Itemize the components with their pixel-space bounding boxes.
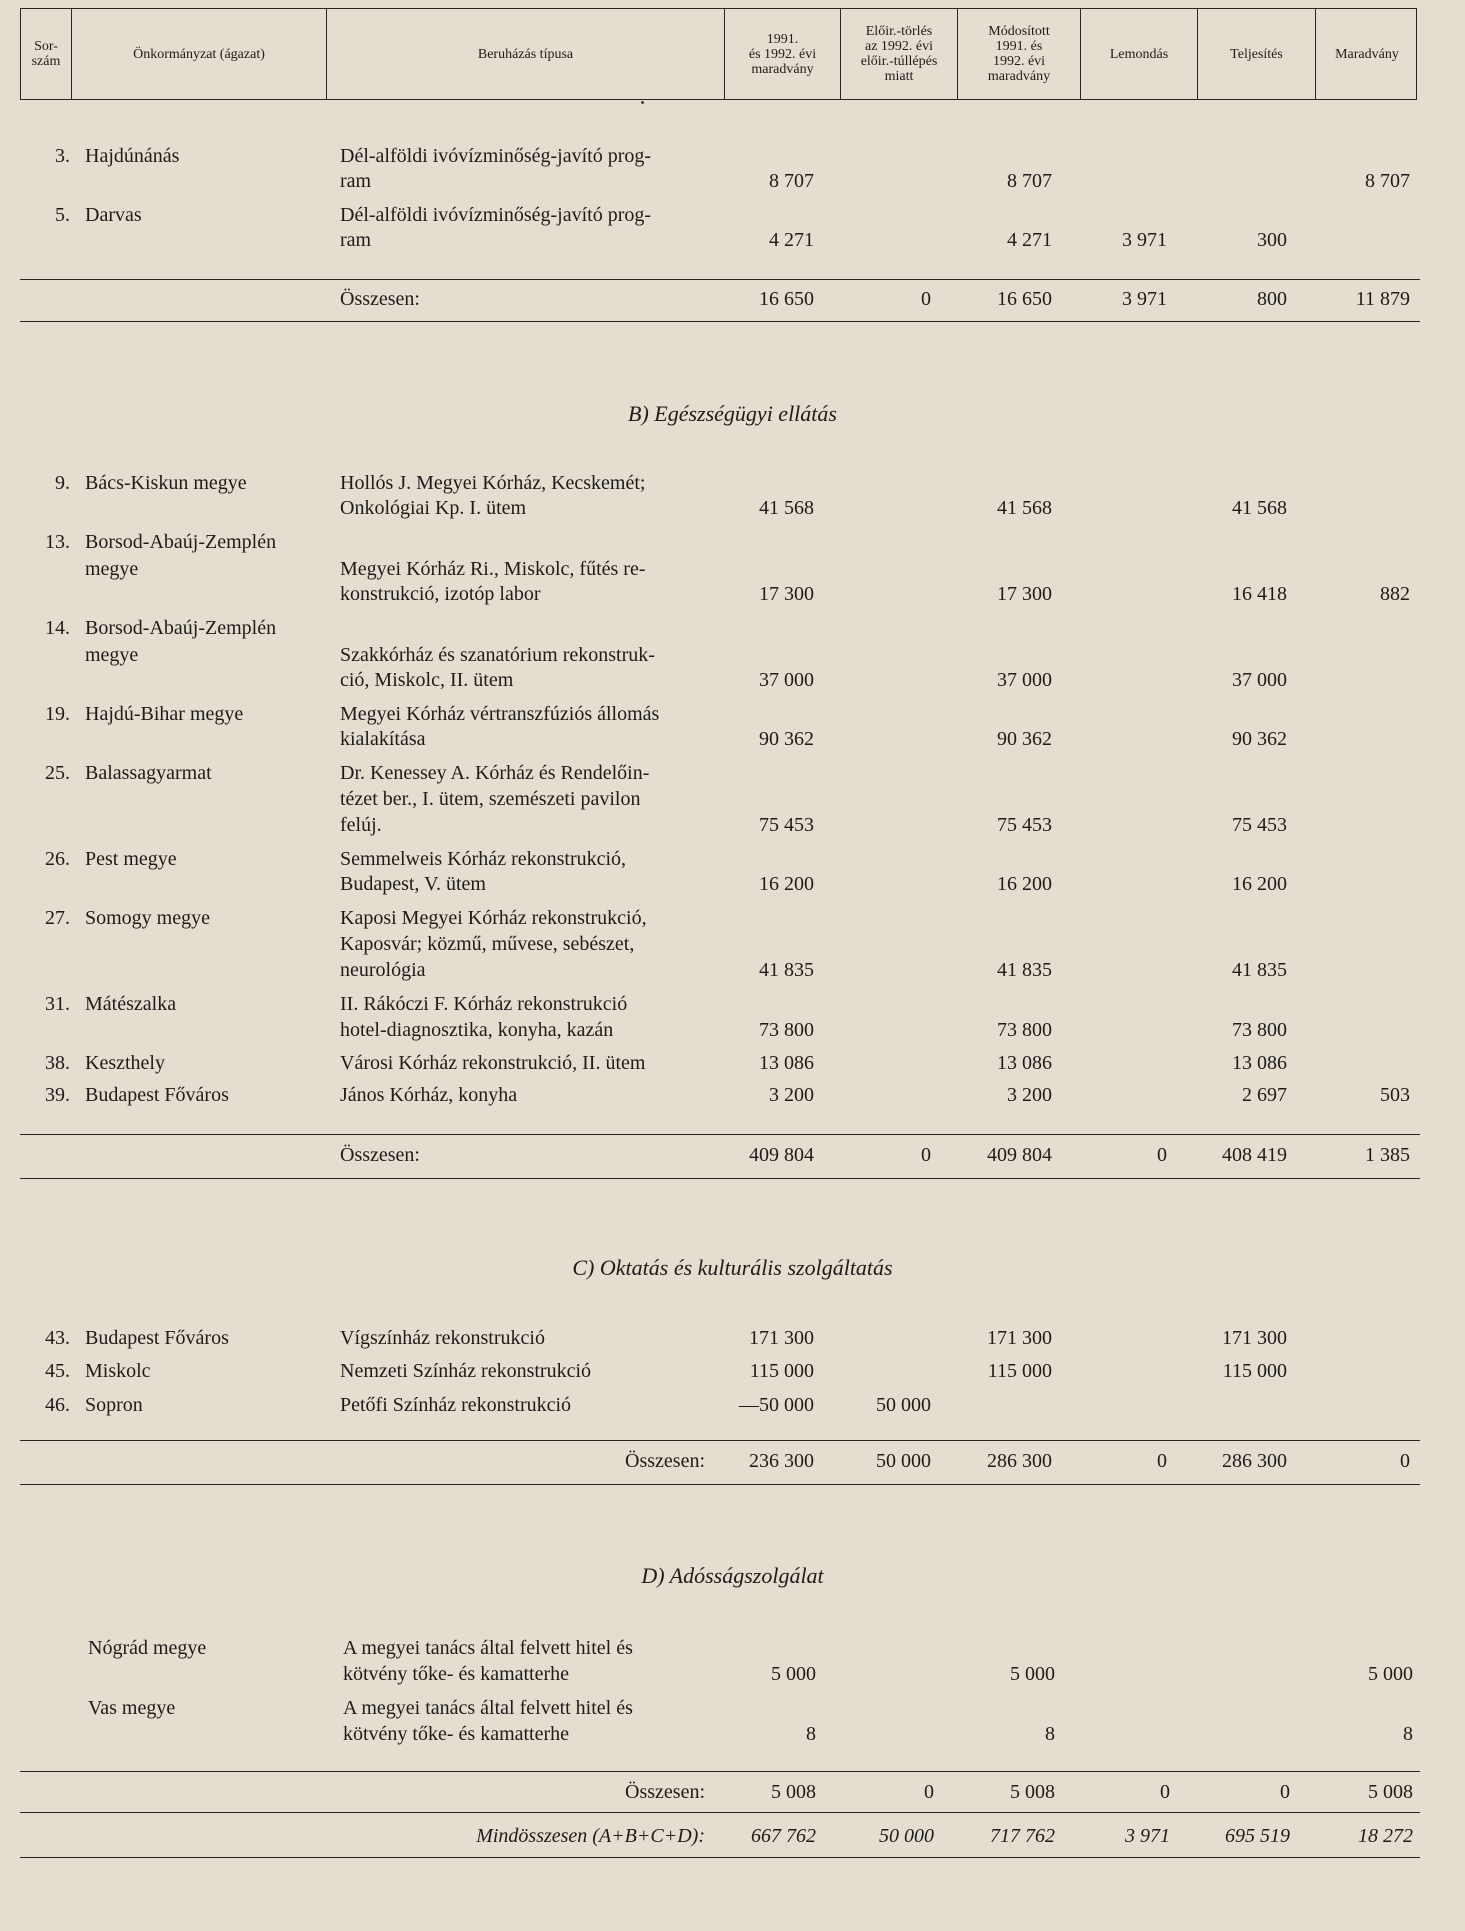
- cell-teljesites: 41 568: [1232, 497, 1287, 519]
- print-speck: [641, 101, 644, 104]
- total-maradvany: 1 385: [1365, 1144, 1410, 1166]
- total-maradvany-1991: 16 650: [759, 288, 814, 310]
- cell-maradvany-1991: 75 453: [759, 814, 814, 836]
- total-maradvany: 5 008: [1368, 1781, 1413, 1803]
- total-teljesites: 286 300: [1222, 1450, 1287, 1472]
- divider: [20, 1484, 1420, 1485]
- row-desc-line: Szakkórház és szanatórium rekonstruk-: [340, 644, 655, 666]
- cell-modositott: 90 362: [997, 728, 1052, 750]
- cell-teljesites: 13 086: [1232, 1052, 1287, 1074]
- row-municipality: Somogy megye: [85, 907, 210, 929]
- row-desc-line: Onkológiai Kp. I. ütem: [340, 497, 527, 519]
- total-maradvany: 11 879: [1355, 288, 1410, 310]
- row-desc-line: tézet ber., I. ütem, szemészeti pavilon: [340, 788, 641, 810]
- cell-modositott: 41 568: [997, 497, 1052, 519]
- cell-maradvany-1991: 17 300: [759, 583, 814, 605]
- cell-teljesites: 73 800: [1232, 1019, 1287, 1041]
- row-desc-line: ció, Miskolc, II. ütem: [340, 669, 514, 691]
- cell-maradvany-1991: 37 000: [759, 669, 814, 691]
- grand-modositott: 717 762: [990, 1825, 1055, 1847]
- cell-eloir-torles: 50 000: [876, 1394, 931, 1416]
- total-maradvany-1991: 5 008: [771, 1781, 816, 1803]
- total-teljesites: 0: [1280, 1781, 1290, 1803]
- cell-modositott: 171 300: [987, 1327, 1052, 1349]
- divider: [20, 1771, 1420, 1772]
- grand-eloir-torles: 50 000: [879, 1825, 934, 1847]
- cell-teljesites: 2 697: [1242, 1084, 1287, 1106]
- section-title-d: D) Adósságszolgálat: [641, 1563, 824, 1588]
- row-number: 13.: [45, 531, 70, 553]
- header-eloir-torles: Előir.-törlés az 1992. évi előir.-túllépés miatt: [841, 9, 958, 99]
- cell-maradvany-1991: 115 000: [749, 1360, 814, 1382]
- row-desc-line: hotel-diagnosztika, konyha, kazán: [340, 1019, 614, 1041]
- cell-modositott: 37 000: [997, 669, 1052, 691]
- cell-teljesites: 16 200: [1232, 873, 1287, 895]
- row-number: 5.: [55, 204, 70, 226]
- divider: [20, 1857, 1420, 1858]
- divider: [20, 279, 1420, 280]
- row-municipality: Bács-Kiskun megye: [85, 472, 247, 494]
- cell-maradvany-1991: 41 835: [759, 959, 814, 981]
- row-desc-line: Megyei Kórház vértranszfúziós állomás: [340, 703, 660, 725]
- cell-teljesites: 75 453: [1232, 814, 1287, 836]
- row-municipality: Hajdú-Bihar megye: [85, 703, 244, 725]
- cell-maradvany-1991: 16 200: [759, 873, 814, 895]
- row-desc-line: Nemzeti Színház rekonstrukció: [340, 1360, 592, 1382]
- cell-maradvany: 8 707: [1365, 170, 1410, 192]
- header-onkormanyzat: Önkormányzat (ágazat): [72, 9, 327, 99]
- header-maradvany: Maradvány: [1335, 46, 1399, 62]
- row-desc-line: kialakítása: [340, 728, 426, 750]
- total-label: Összesen:: [625, 1781, 705, 1803]
- cell-maradvany-1991: 5 000: [771, 1663, 816, 1685]
- cell-modositott: 3 200: [1007, 1084, 1052, 1106]
- cell-maradvany-1991: 3 200: [769, 1084, 814, 1106]
- total-label: Összesen:: [625, 1450, 705, 1472]
- total-eloir-torles: 0: [921, 1144, 931, 1166]
- header-lemondas: Lemondás: [1081, 9, 1198, 99]
- total-lemondas: 0: [1157, 1450, 1167, 1472]
- row-municipality-cont: megye: [85, 644, 139, 666]
- row-number: 45.: [45, 1360, 70, 1382]
- total-maradvany: 0: [1400, 1450, 1410, 1472]
- total-lemondas: 0: [1160, 1781, 1170, 1803]
- cell-modositott: 75 453: [997, 814, 1052, 836]
- cell-maradvany-1991: 73 800: [759, 1019, 814, 1041]
- total-teljesites: 800: [1257, 288, 1287, 310]
- section-title-c: C) Oktatás és kulturális szolgáltatás: [572, 1255, 893, 1280]
- row-municipality: Nógrád megye: [88, 1637, 207, 1659]
- cell-modositott: 8: [1045, 1723, 1055, 1745]
- row-municipality: Budapest Főváros: [85, 1327, 229, 1349]
- cell-modositott: 5 000: [1010, 1663, 1055, 1685]
- cell-maradvany: 503: [1380, 1084, 1410, 1106]
- row-desc-line: konstrukció, izotóp labor: [340, 583, 541, 605]
- total-eloir-torles: 0: [924, 1781, 934, 1803]
- header-sorszam: Sor- szám: [21, 9, 72, 99]
- grand-total-label: Mindösszesen (A+B+C+D):: [476, 1825, 705, 1847]
- row-desc-line: II. Rákóczi F. Kórház rekonstrukció: [340, 993, 628, 1015]
- cell-modositott: 16 200: [997, 873, 1052, 895]
- row-number: 26.: [45, 848, 70, 870]
- total-modositott: 16 650: [997, 288, 1052, 310]
- row-desc-line: Vígszínház rekonstrukció: [340, 1327, 545, 1349]
- row-municipality: Sopron: [85, 1394, 143, 1416]
- total-modositott: 409 804: [987, 1144, 1052, 1166]
- divider: [20, 1812, 1420, 1813]
- cell-modositott: 17 300: [997, 583, 1052, 605]
- row-desc-line: Kaposi Megyei Kórház rekonstrukció,: [340, 907, 647, 929]
- total-maradvany-1991: 236 300: [749, 1450, 814, 1472]
- cell-lemondas: 3 971: [1122, 229, 1167, 251]
- cell-maradvany-1991: 171 300: [749, 1327, 814, 1349]
- cell-maradvany-1991: 90 362: [759, 728, 814, 750]
- total-eloir-torles: 0: [921, 288, 931, 310]
- row-municipality: Keszthely: [85, 1052, 165, 1074]
- cell-maradvany-1991: 13 086: [759, 1052, 814, 1074]
- row-desc-line: Petőfi Színház rekonstrukció: [340, 1394, 572, 1416]
- header-teljesites: Teljesítés: [1198, 9, 1316, 99]
- row-municipality: Hajdúnánás: [85, 145, 180, 167]
- row-desc-line: ram: [340, 229, 372, 251]
- row-desc-line: Dél-alföldi ivóvízminőség-javító prog-: [340, 204, 652, 226]
- cell-teljesites: 90 362: [1232, 728, 1287, 750]
- grand-lemondas: 3 971: [1125, 1825, 1170, 1847]
- row-municipality: Budapest Főváros: [85, 1084, 229, 1106]
- row-number: 14.: [45, 617, 70, 639]
- row-desc-line: Városi Kórház rekonstrukció, II. ütem: [340, 1052, 646, 1074]
- cell-maradvany-1991: 8: [806, 1723, 816, 1745]
- grand-teljesites: 695 519: [1225, 1825, 1290, 1847]
- row-number: 3.: [55, 145, 70, 167]
- row-municipality: Vas megye: [88, 1697, 176, 1719]
- row-number: 46.: [45, 1394, 70, 1416]
- row-desc-line: Dél-alföldi ivóvízminőség-javító prog-: [340, 145, 652, 167]
- row-desc-line: Budapest, V. ütem: [340, 873, 486, 895]
- cell-modositott: 4 271: [1007, 229, 1052, 251]
- cell-maradvany-1991: 4 271: [769, 229, 814, 251]
- total-maradvany-1991: 409 804: [749, 1144, 814, 1166]
- row-municipality: Mátészalka: [85, 993, 177, 1015]
- row-desc-line: ram: [340, 170, 372, 192]
- row-number: 39.: [45, 1084, 70, 1106]
- cell-teljesites: 16 418: [1232, 583, 1287, 605]
- divider: [20, 321, 1420, 322]
- row-municipality: Pest megye: [85, 848, 177, 870]
- table-header: [20, 8, 1417, 100]
- row-desc-line: Hollós J. Megyei Kórház, Kecskemét;: [340, 472, 646, 494]
- row-desc-line: Dr. Kenessey A. Kórház és Rendelőin-: [340, 762, 650, 784]
- header-beruhazas: Beruházás típusa: [327, 9, 725, 99]
- row-number: 43.: [45, 1327, 70, 1349]
- section-title-b: B) Egészségügyi ellátás: [628, 401, 837, 426]
- row-municipality: Miskolc: [85, 1360, 151, 1382]
- cell-maradvany: 5 000: [1368, 1663, 1413, 1685]
- row-number: 19.: [45, 703, 70, 725]
- row-desc-line: felúj.: [340, 814, 382, 836]
- grand-maradvany-1991: 667 762: [751, 1825, 816, 1847]
- row-number: 27.: [45, 907, 70, 929]
- row-desc-line: A megyei tanács által felvett hitel és: [343, 1697, 633, 1719]
- row-municipality: Borsod-Abaúj-Zemplén: [85, 531, 277, 553]
- cell-modositott: 73 800: [997, 1019, 1052, 1041]
- cell-modositott: 13 086: [997, 1052, 1052, 1074]
- cell-modositott: 115 000: [987, 1360, 1052, 1382]
- total-teljesites: 408 419: [1222, 1144, 1287, 1166]
- divider: [20, 1134, 1420, 1135]
- row-desc-line: Megyei Kórház Ri., Miskolc, fűtés re-: [340, 558, 646, 580]
- total-eloir-torles: 50 000: [876, 1450, 931, 1472]
- row-desc-line: kötvény tőke- és kamatterhe: [343, 1723, 570, 1745]
- row-desc-line: kötvény tőke- és kamatterhe: [343, 1663, 570, 1685]
- row-municipality: Darvas: [85, 204, 142, 226]
- cell-modositott: 41 835: [997, 959, 1052, 981]
- cell-modositott: 8 707: [1007, 170, 1052, 192]
- cell-maradvany-1991: —50 000: [739, 1394, 814, 1416]
- cell-maradvany-1991: 41 568: [759, 497, 814, 519]
- cell-teljesites: 37 000: [1232, 669, 1287, 691]
- total-lemondas: 0: [1157, 1144, 1167, 1166]
- row-desc-line: neurológia: [340, 959, 426, 981]
- divider: [20, 1440, 1420, 1441]
- row-desc-line: Semmelweis Kórház rekonstrukció,: [340, 848, 627, 870]
- row-number: 38.: [45, 1052, 70, 1074]
- cell-maradvany: 882: [1380, 583, 1410, 605]
- row-number: 31.: [45, 993, 70, 1015]
- total-modositott: 286 300: [987, 1450, 1052, 1472]
- cell-maradvany-1991: 8 707: [769, 170, 814, 192]
- cell-teljesites: 300: [1257, 229, 1287, 251]
- cell-teljesites: 41 835: [1232, 959, 1287, 981]
- cell-teljesites: 171 300: [1222, 1327, 1287, 1349]
- cell-maradvany: 8: [1403, 1723, 1413, 1745]
- row-desc-line: Kaposvár; közmű, művese, sebészet,: [340, 933, 635, 955]
- row-number: 25.: [45, 762, 70, 784]
- divider: [20, 1178, 1420, 1179]
- row-municipality-cont: megye: [85, 558, 139, 580]
- header-maradvany-1991: 1991. és 1992. évi maradvány: [725, 9, 841, 99]
- header-modositott: Módosított 1991. és 1992. évi maradvány: [958, 9, 1081, 99]
- row-municipality: Borsod-Abaúj-Zemplén: [85, 617, 277, 639]
- total-label: Összesen:: [340, 288, 420, 310]
- row-desc-line: János Kórház, konyha: [340, 1084, 518, 1106]
- row-municipality: Balassagyarmat: [85, 762, 212, 784]
- cell-teljesites: 115 000: [1222, 1360, 1287, 1382]
- total-modositott: 5 008: [1010, 1781, 1055, 1803]
- total-label: Összesen:: [340, 1144, 420, 1166]
- grand-maradvany: 18 272: [1358, 1825, 1413, 1847]
- total-lemondas: 3 971: [1122, 288, 1167, 310]
- row-desc-line: A megyei tanács által felvett hitel és: [343, 1637, 633, 1659]
- row-number: 9.: [55, 472, 70, 494]
